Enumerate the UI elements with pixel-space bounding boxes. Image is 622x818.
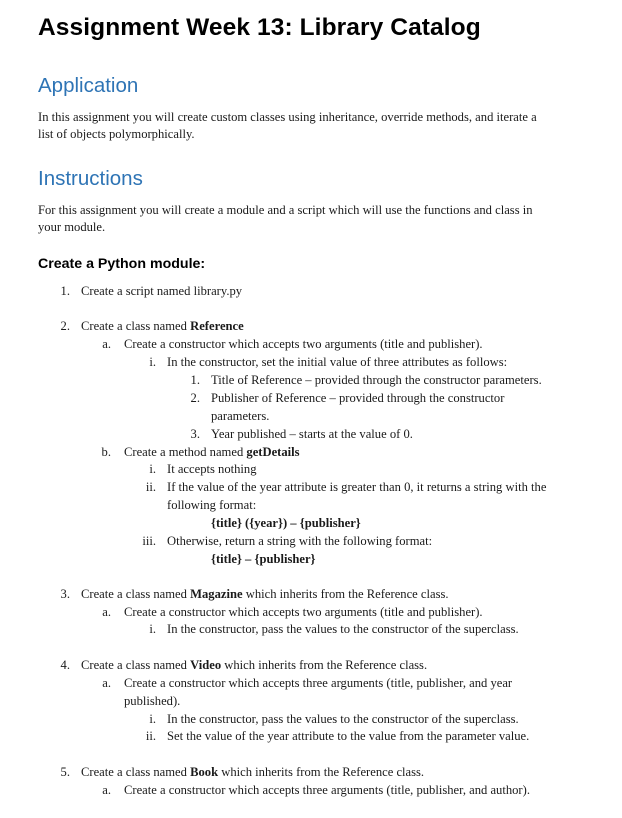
roman-item-text-continued: following format: — [167, 498, 257, 512]
format-string: {title} ({year}) – {publisher} — [211, 516, 361, 530]
application-paragraph-line-2: list of objects polymorphically. — [38, 127, 195, 141]
numbered-item-label: 1. — [190, 373, 200, 387]
roman-item-label: i. — [149, 622, 156, 636]
list-item-label: 2. — [60, 319, 70, 333]
sublist-item-text: Create a constructor which accepts two arguments (title and publisher). — [124, 605, 483, 619]
sublist-item-text: Create a constructor which accepts three arguments (title, publisher, and author). — [124, 783, 530, 797]
roman-item-text: Set the value of the year attribute to the value from the parameter value. — [167, 729, 530, 743]
sublist-item-label: a. — [102, 337, 111, 351]
instructions-paragraph-line-2: your module. — [38, 220, 106, 234]
list-item-text: Create a class named Magazine which inherits from the Reference class. — [81, 587, 449, 601]
list-item-text: Create a class named Reference — [81, 319, 244, 333]
roman-item-label: ii. — [145, 729, 156, 743]
sublist-item-text: Create a constructor which accepts two arguments (title and publisher). — [124, 337, 483, 351]
numbered-item-text: Year published – starts at the value of 0. — [211, 427, 413, 441]
list-item-label: 3. — [60, 587, 70, 601]
application-heading: Application — [38, 74, 139, 97]
sublist-item-label: a. — [102, 783, 111, 797]
list-item-label: 1. — [60, 284, 70, 298]
roman-item-text: Otherwise, return a string with the following format: — [167, 534, 433, 548]
format-string: {title} – {publisher} — [211, 552, 316, 566]
roman-item-text: It accepts nothing — [167, 462, 257, 476]
sublist-item-text-continued: published). — [124, 694, 181, 708]
numbered-item-text: Title of Reference – provided through the constructor parameters. — [211, 373, 542, 387]
instructions-heading: Instructions — [38, 167, 143, 190]
numbered-item-label: 3. — [190, 427, 200, 441]
numbered-item-text: Publisher of Reference – provided through the constructor — [211, 391, 505, 405]
application-paragraph-line-1: In this assignment you will create custom classes using inheritance, override methods, and iterate a — [38, 110, 537, 124]
module-heading: Create a Python module: — [38, 256, 206, 272]
roman-item-label: i. — [149, 712, 156, 726]
roman-item-label: ii. — [145, 480, 156, 494]
list-item-label: 4. — [60, 658, 70, 672]
sublist-item-text: Create a method named getDetails — [124, 445, 300, 459]
list-item-text: Create a class named Video which inherits from the Reference class. — [81, 658, 428, 672]
roman-item-label: i. — [149, 355, 156, 369]
list-item-label: 5. — [60, 765, 70, 779]
instructions-paragraph-line-1: For this assignment you will create a module and a script which will use the functions and class in — [38, 203, 533, 217]
roman-item-text: In the constructor, pass the values to the constructor of the superclass. — [167, 712, 519, 726]
sublist-item-label: a. — [102, 605, 111, 619]
page-title: Assignment Week 13: Library Catalog — [38, 14, 481, 41]
sublist-item-label: b. — [101, 445, 111, 459]
sublist-item-label: a. — [102, 676, 111, 690]
list-item-text: Create a class named Book which inherits from the Reference class. — [81, 765, 425, 779]
numbered-item-text-continued: parameters. — [211, 409, 270, 423]
sublist-item-text: Create a constructor which accepts three arguments (title, publisher, and year — [124, 676, 513, 690]
roman-item-label: i. — [149, 462, 156, 476]
roman-item-text: If the value of the year attribute is greater than 0, it returns a string with the — [167, 480, 547, 494]
list-item-text: Create a script named library.py — [81, 284, 243, 298]
numbered-item-label: 2. — [190, 391, 200, 405]
roman-item-label: iii. — [142, 534, 156, 548]
roman-item-text: In the constructor, pass the values to the constructor of the superclass. — [167, 622, 519, 636]
roman-item-text: In the constructor, set the initial value of three attributes as follows: — [167, 355, 508, 369]
